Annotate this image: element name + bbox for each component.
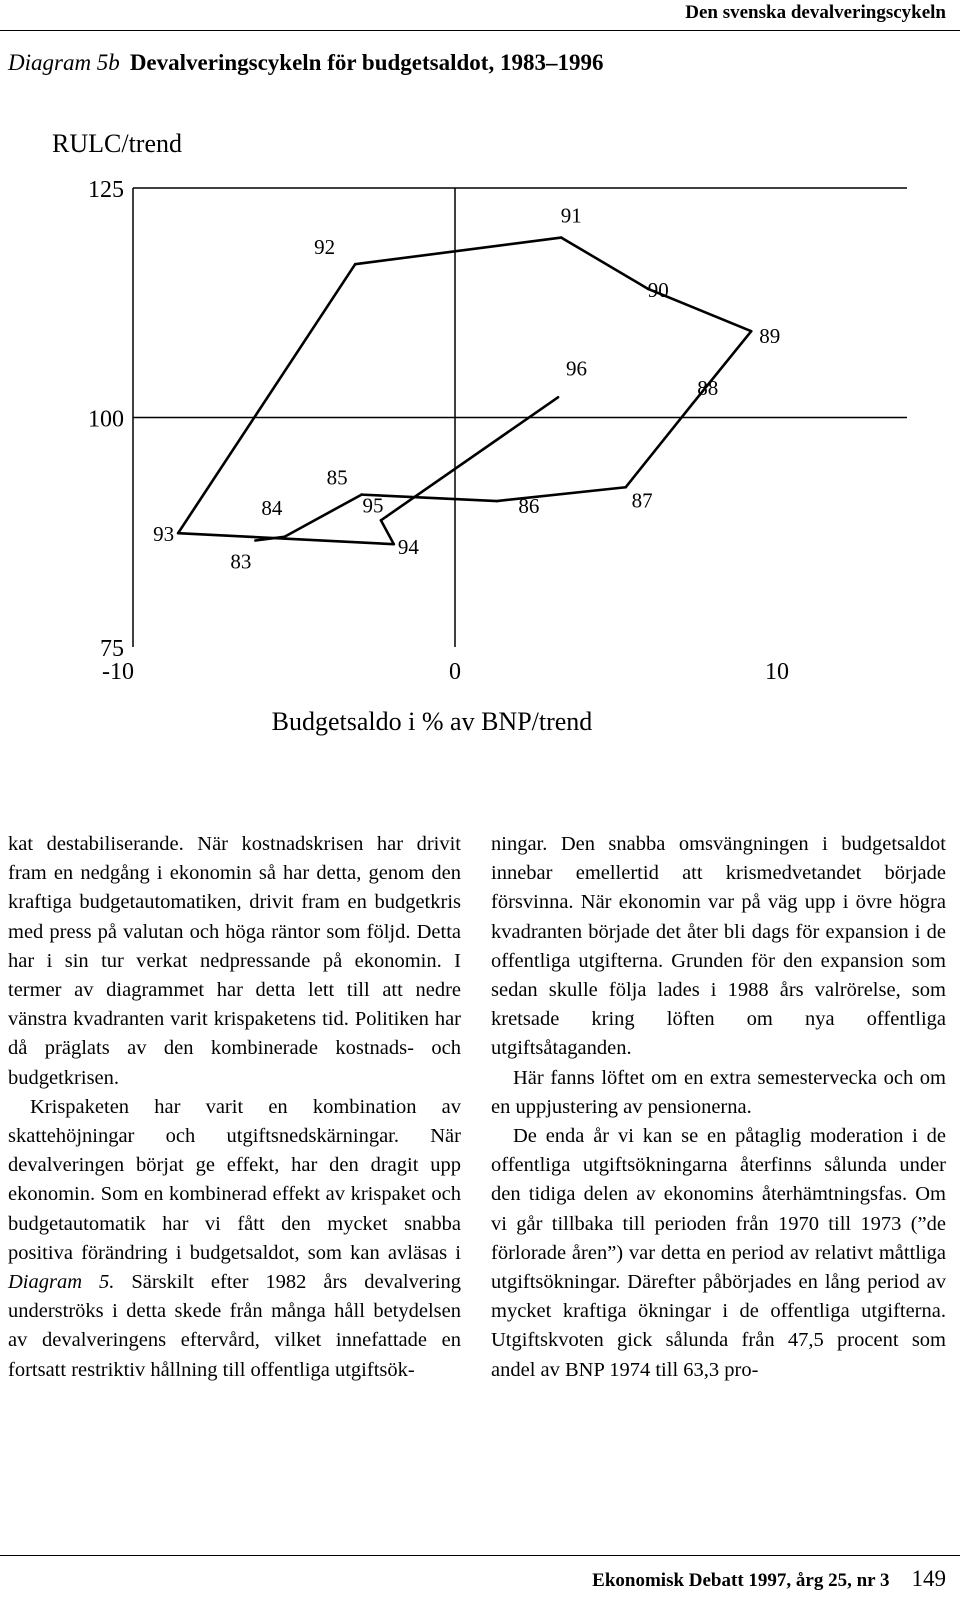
- year-label: 94: [397, 535, 419, 560]
- year-label: 96: [566, 356, 588, 381]
- y-tick-label: 75: [100, 636, 124, 662]
- footer-rule: [0, 1555, 960, 1556]
- cycle-segment: [626, 403, 694, 487]
- y-tick-label: 125: [88, 177, 124, 203]
- y-tick-label: 100: [88, 406, 124, 433]
- paragraph-text: Krispaketen har varit en kombination av skattehöjningar och utgiftsnedskärningar. När devalveringen börjat ge effekt, har den dragit upp ekonomin. Som en kombinerad effekt av krispaket och budgetautomatik har vi fått den mycket snabba positiva förändring i budgetsaldot, som kan avläsas i: [8, 1095, 461, 1264]
- year-label: 92: [314, 235, 336, 260]
- year-label: 93: [153, 522, 175, 547]
- chart-frame: [133, 188, 907, 647]
- year-label: 83: [230, 549, 252, 574]
- x-tick-label: 0: [449, 659, 461, 685]
- body-column-left: [8, 830, 461, 1385]
- cycle-segment: [355, 238, 561, 265]
- journal-citation: Ekonomisk Debatt 1997, årg 25, nr 3: [592, 1570, 890, 1591]
- y-axis-label: RULC/trend: [52, 129, 182, 158]
- year-labels: [153, 204, 780, 574]
- header-rule: [0, 30, 960, 31]
- x-axis-label: Budgetsaldo i % av BNP/trend: [271, 707, 593, 736]
- paragraph: Här fanns löftet om en extra semestervecka och om en uppjustering av pensionerna.: [491, 1066, 946, 1118]
- cycle-segment: [381, 520, 394, 544]
- year-label: 89: [759, 324, 781, 349]
- caption-label: Diagram 5b: [8, 50, 120, 75]
- x-tick-label: -10: [102, 659, 134, 685]
- cycle-segment: [178, 264, 355, 533]
- year-label: 84: [261, 495, 283, 520]
- year-label: 86: [518, 494, 540, 519]
- caption-title: Devalveringscykeln för budgetsaldot, 1983–1996: [129, 50, 604, 75]
- year-label: 87: [631, 488, 653, 513]
- year-label: 91: [560, 203, 582, 228]
- year-label: 90: [647, 277, 669, 302]
- paragraph: [8, 1093, 461, 1385]
- running-head: Den svenska devalveringscykeln: [685, 2, 946, 23]
- paragraph: De enda år vi kan se en påtaglig moderation i de offentliga utgiftsökningarna återfinns sålunda under den tidiga delen av ekonomins återhämtningsfas. Om vi går tillbaka till perioden från 1970 till 1973 (”de förlorade åren”) var detta en period av relativt måttliga utgiftsökningar. Därefter påbörjades en lång period av mycket kraftiga ökningar i de offentliga utgifterna. Utgiftskvoten gick sålunda från 47,5 procent som andel av BNP 1974 till 63,3 pro-: [491, 1125, 946, 1381]
- paragraph: kat destabiliserande. När kostnadskrisen har drivit fram en nedgång i ekonomin så har detta, genom den kraftiga budgetautomatiken, drivit fram en budgetkris med press på valutan och höga räntor som följd. Detta har i sin tur verkat nedpressande på ekonomin. I termer av diagrammet har detta lett till att nedre vänstra kvadranten varit krispaketens tid. Politiken har då präglats av den kombinerade kostnads- och budgetkrisen.: [8, 833, 461, 1089]
- cycle-segment: [497, 487, 626, 501]
- year-label: 95: [362, 493, 384, 518]
- figure-reference: Diagram 5.: [8, 1271, 115, 1294]
- year-label: 88: [697, 375, 719, 400]
- cycle-chart: [0, 110, 960, 750]
- page-number: 149: [911, 1566, 946, 1591]
- footer: [592, 1566, 946, 1592]
- cycle-segment: [284, 495, 361, 537]
- cycle-segment: [561, 238, 648, 289]
- body-column-right: [491, 830, 946, 1385]
- year-label: 85: [326, 465, 348, 490]
- figure-caption: [8, 50, 603, 76]
- paragraph-text: Särskilt efter 1982 års devalvering underströks i detta skede från många håll betydelsen av devalveringens eftervård, vilket innefattade en fortsatt restriktiv hållning till offentliga utgiftsök-: [8, 1271, 461, 1381]
- x-tick-label: 10: [765, 659, 789, 685]
- paragraph: ningar. Den snabba omsvängningen i budgetsaldot innebar emellertid att krismedvetandet började försvinna. När ekonomin var på väg upp i övre högra kvadranten började det åter bli dags för expansion i de offentliga utgifterna. Grunden för den expansion som sedan skulle följa lades i 1988 års valrörelse, som kretsade kring löften om nya offentliga utgiftsåtaganden.: [491, 833, 946, 1060]
